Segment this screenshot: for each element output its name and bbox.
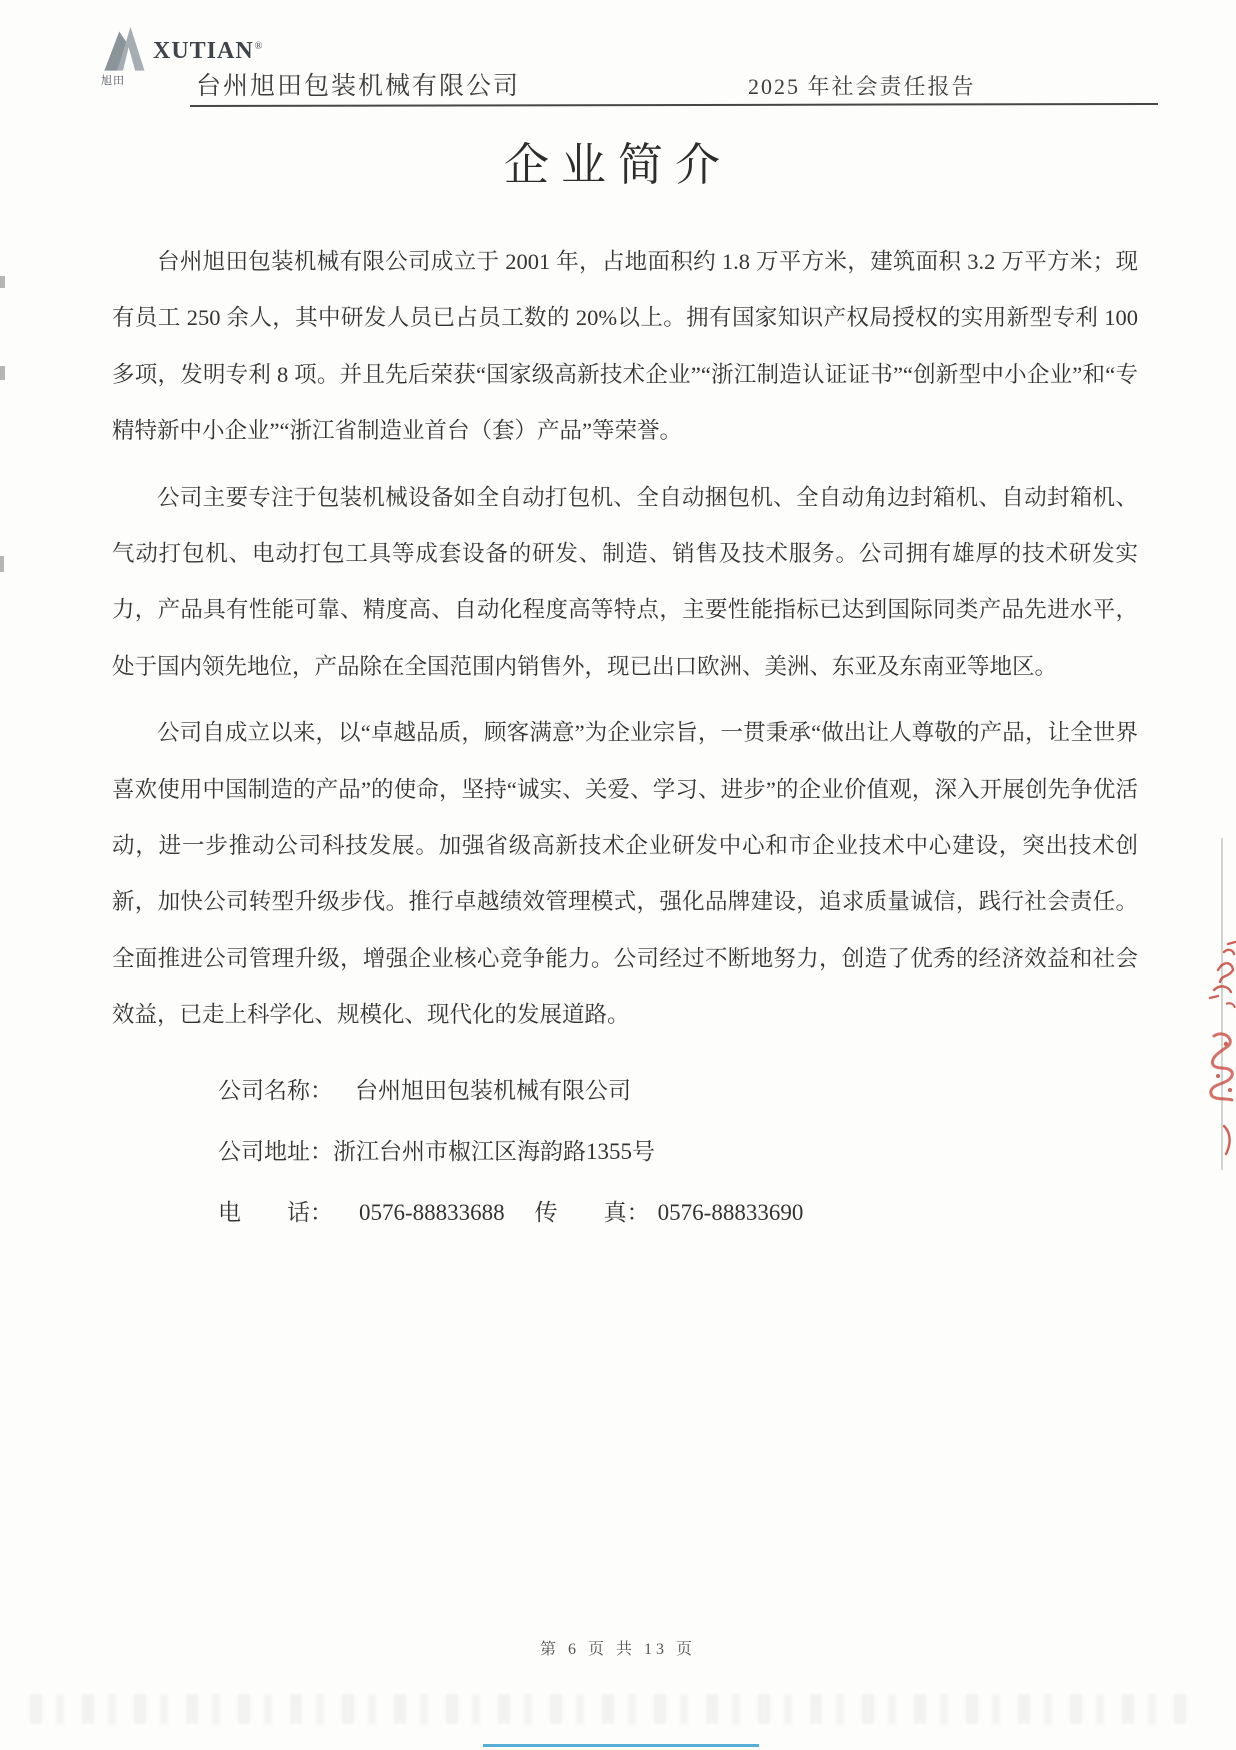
- page-number: 第 6 页 共 13 页: [539, 1641, 696, 1658]
- red-stamp-fragment: [1196, 1030, 1236, 1105]
- red-stamp-fragment: [1198, 940, 1236, 1020]
- company-address-value: 浙江台州市椒江区海韵路1355号: [333, 1138, 655, 1164]
- company-name-label: 公司名称：: [218, 1077, 333, 1103]
- page-bleed-through: [30, 1694, 1200, 1724]
- scan-speck: [0, 556, 4, 572]
- registered-trademark-icon: ®: [254, 41, 264, 52]
- brand-chinese-label: 旭田: [101, 75, 125, 87]
- phone-value: 0576-88833688: [359, 1199, 505, 1225]
- scan-speck: [0, 366, 5, 380]
- company-name-row: [218, 1060, 1138, 1121]
- brand-wordmark: XUTIAN®: [153, 38, 264, 64]
- header-divider: [190, 103, 1158, 107]
- header-company-name: 台州旭田包装机械有限公司: [196, 73, 521, 100]
- company-address-row: [218, 1121, 1138, 1182]
- fax-value: 0576-88833690: [657, 1199, 804, 1225]
- phone-fax-row: [218, 1182, 1138, 1243]
- red-stamp-fragment: [1220, 1124, 1236, 1156]
- header-report-title: 2025 年社会责任报告: [748, 74, 976, 99]
- document-body: [112, 234, 1138, 1243]
- company-name-value: 台州旭田包装机械有限公司: [355, 1077, 631, 1103]
- body-paragraph-1: 台州旭田包装机械有限公司成立于 2001 年，占地面积约 1.8 万平方米，建筑面积 3.2 万平方米；现有员工 250 余人，其中研发人员已占员工数的 20%以上。拥有国家知识产权局授权的实用新型专利 100 多项，发明专利 8 项。并且先后荣获“国家级高新技术企业”“浙江制造认证证书”“创新型中小企业”和“专精特新中小企业”“浙江省制造业首台（套）产品”等荣誉。: [112, 249, 1138, 444]
- phone-label: 电 话：: [218, 1199, 333, 1225]
- company-address-label: 公司地址：: [218, 1138, 333, 1164]
- page-title: 企业简介: [503, 140, 732, 190]
- company-info-block: [112, 1060, 1138, 1243]
- body-paragraph-3: 公司自成立以来，以“卓越品质，顾客满意”为企业宗旨，一贯秉承“做出让人尊敬的产品，让全世界喜欢使用中国制造的产品”的使命，坚持“诚实、关爱、学习、进步”的企业价值观，深入开展创先争优活动，进一步推动公司科技发展。加强省级高新技术企业研发中心和市企业技术中心建设，突出技术创新，加快公司转型升级步伐。推行卓越绩效管理模式，强化品牌建设，追求质量诚信，践行社会责任。全面推进公司管理升级，增强企业核心竞争能力。公司经过不断地努力，创造了优秀的经济效益和社会效益，已走上科学化、规模化、现代化的发展道路。: [112, 720, 1138, 1028]
- scanner-blue-line: [483, 1744, 759, 1747]
- body-paragraph-2: 公司主要专注于包装机械设备如全自动打包机、全自动捆包机、全自动角边封箱机、自动封箱机、气动打包机、电动打包工具等成套设备的研发、制造、销售及技术服务。公司拥有雄厚的技术研发实力，产品具有性能可靠、精度高、自动化程度高等特点，主要性能指标已达到国际同类产品先进水平，处于国内领先地位，产品除在全国范围内销售外，现已出口欧洲、美洲、东亚及东南亚等地区。: [112, 484, 1138, 679]
- fax-label: 传 真：: [534, 1199, 650, 1225]
- scan-speck: [0, 276, 5, 288]
